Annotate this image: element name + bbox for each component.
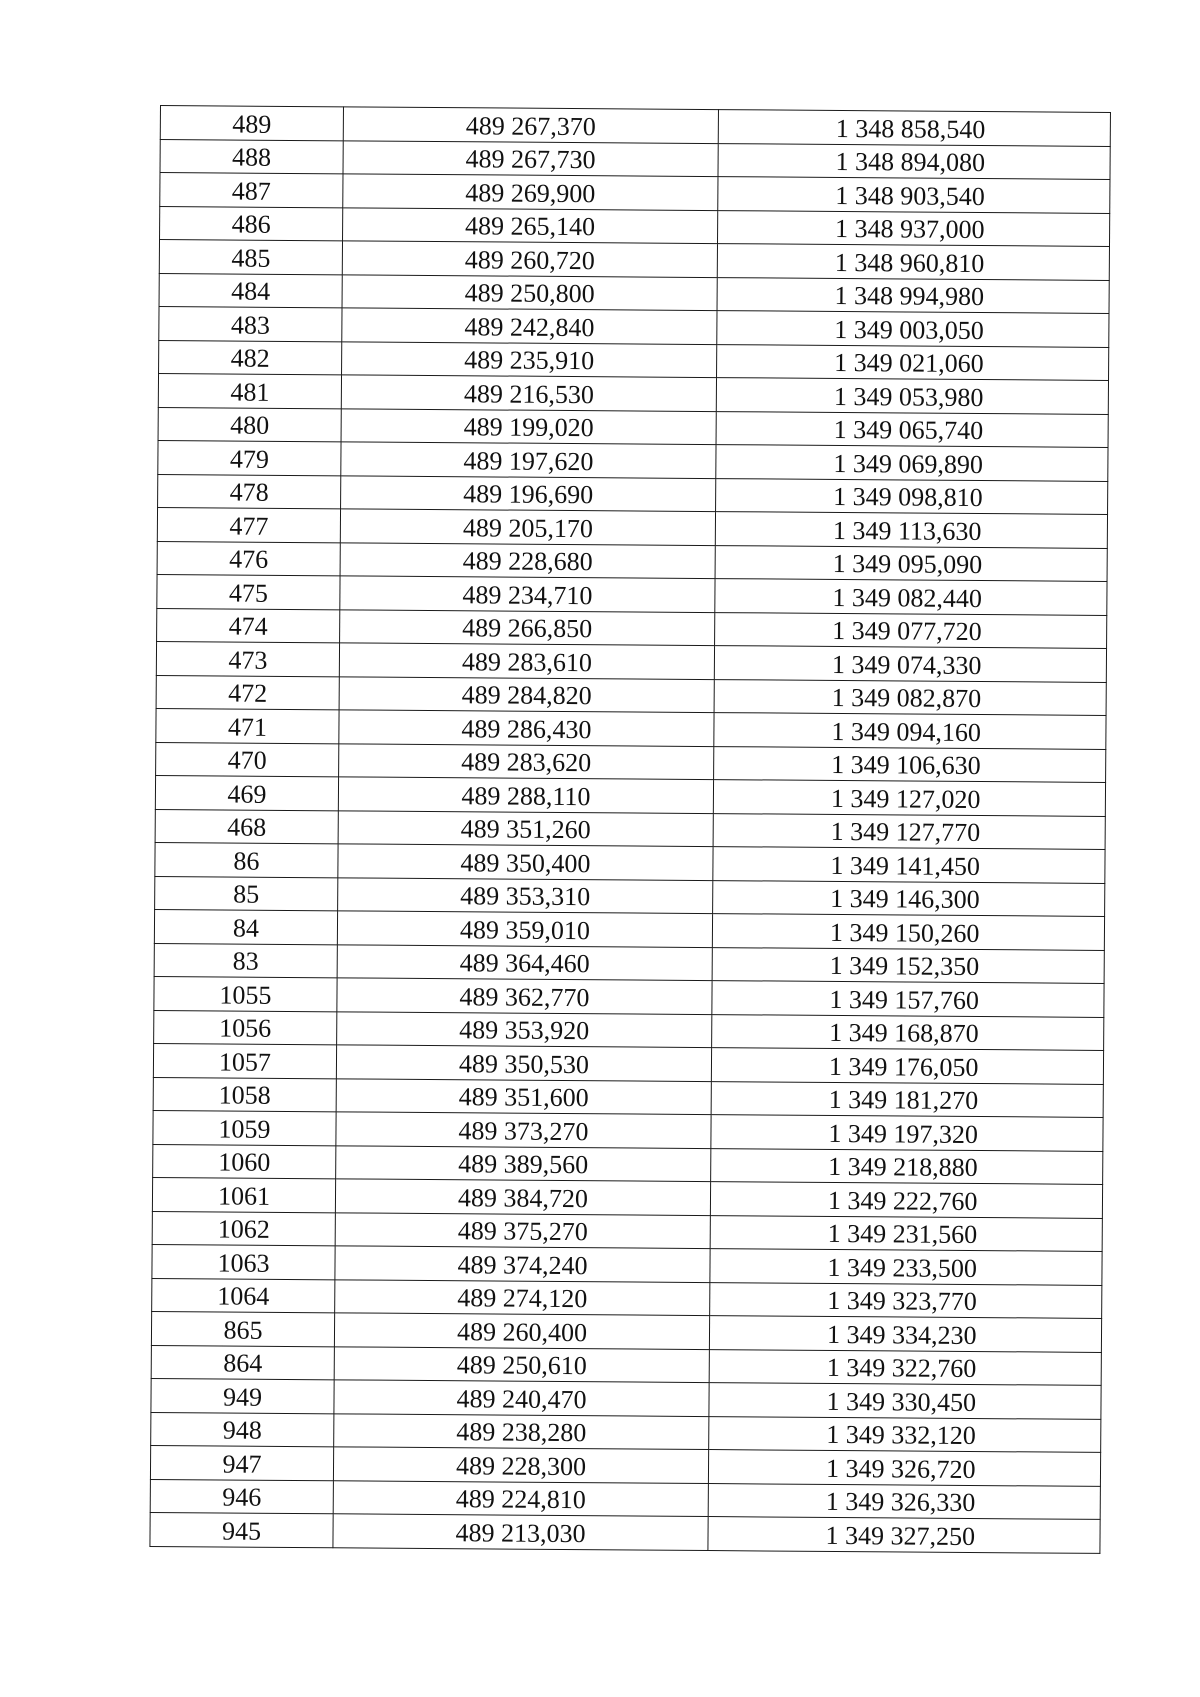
y-coordinate-cell: 1 349 003,050: [717, 311, 1109, 347]
point-number-cell: 1059: [153, 1110, 336, 1145]
point-number-cell: 468: [155, 809, 338, 844]
x-coordinate-cell: 489 265,140: [343, 207, 718, 243]
x-coordinate-cell: 489 374,240: [335, 1246, 710, 1282]
x-coordinate-cell: 489 197,620: [341, 442, 716, 478]
x-coordinate-cell: 489 196,690: [341, 475, 716, 511]
point-number-cell: 947: [150, 1445, 333, 1480]
y-coordinate-cell: 1 349 065,740: [716, 411, 1108, 447]
x-coordinate-cell: 489 260,400: [334, 1313, 709, 1349]
y-coordinate-cell: 1 349 127,770: [713, 813, 1105, 849]
y-coordinate-cell: 1 348 937,000: [717, 210, 1109, 246]
x-coordinate-cell: 489 384,720: [335, 1179, 710, 1215]
coordinates-table-wrapper: [149, 105, 1111, 1553]
point-number-cell: 84: [154, 909, 337, 944]
x-coordinate-cell: 489 235,910: [342, 341, 717, 377]
y-coordinate-cell: 1 349 334,230: [709, 1316, 1101, 1352]
y-coordinate-cell: 1 349 152,350: [712, 947, 1104, 983]
x-coordinate-cell: 489 216,530: [341, 375, 716, 411]
x-coordinate-cell: 489 351,260: [338, 810, 713, 846]
table-row: [150, 1512, 1100, 1552]
y-coordinate-cell: 1 349 326,330: [708, 1483, 1100, 1519]
y-coordinate-cell: 1 349 127,020: [713, 780, 1105, 816]
x-coordinate-cell: 489 250,610: [334, 1346, 709, 1382]
point-number-cell: 477: [157, 507, 340, 542]
point-number-cell: 487: [160, 173, 343, 208]
point-number-cell: 1063: [152, 1244, 335, 1279]
point-number-cell: 85: [155, 876, 338, 911]
x-coordinate-cell: 489 364,460: [337, 944, 712, 980]
x-coordinate-cell: 489 199,020: [341, 408, 716, 444]
x-coordinate-cell: 489 269,900: [343, 174, 718, 210]
y-coordinate-cell: 1 349 218,880: [711, 1148, 1103, 1184]
point-number-cell: 83: [154, 943, 337, 978]
x-coordinate-cell: 489 274,120: [335, 1279, 710, 1315]
point-number-cell: 1064: [152, 1278, 335, 1313]
y-coordinate-cell: 1 349 233,500: [710, 1249, 1102, 1285]
point-number-cell: 475: [157, 574, 340, 609]
y-coordinate-cell: 1 349 021,060: [717, 344, 1109, 380]
x-coordinate-cell: 489 353,310: [338, 877, 713, 913]
coordinates-table-body: [150, 106, 1111, 1553]
y-coordinate-cell: 1 349 323,770: [710, 1282, 1102, 1318]
point-number-cell: 469: [155, 775, 338, 810]
y-coordinate-cell: 1 348 903,540: [718, 177, 1110, 213]
x-coordinate-cell: 489 351,600: [336, 1078, 711, 1114]
point-number-cell: 86: [155, 842, 338, 877]
point-number-cell: 1062: [152, 1211, 335, 1246]
point-number-cell: 481: [158, 373, 341, 408]
point-number-cell: 476: [157, 541, 340, 576]
x-coordinate-cell: 489 205,170: [340, 509, 715, 545]
x-coordinate-cell: 489 267,730: [343, 140, 718, 176]
y-coordinate-cell: 1 348 994,980: [717, 277, 1109, 313]
x-coordinate-cell: 489 228,300: [333, 1447, 708, 1483]
point-number-cell: 946: [150, 1479, 333, 1514]
y-coordinate-cell: 1 349 330,450: [709, 1383, 1101, 1419]
point-number-cell: 1058: [153, 1077, 336, 1112]
point-number-cell: 473: [156, 641, 339, 676]
x-coordinate-cell: 489 283,610: [339, 643, 714, 679]
point-number-cell: 478: [158, 474, 341, 509]
y-coordinate-cell: 1 349 095,090: [715, 545, 1107, 581]
x-coordinate-cell: 489 213,030: [333, 1514, 708, 1550]
point-number-cell: 864: [151, 1345, 334, 1380]
y-coordinate-cell: 1 349 326,720: [708, 1450, 1100, 1486]
point-number-cell: 1056: [154, 1010, 337, 1045]
point-number-cell: 488: [160, 139, 343, 174]
y-coordinate-cell: 1 349 176,050: [711, 1048, 1103, 1084]
y-coordinate-cell: 1 349 106,630: [714, 746, 1106, 782]
y-coordinate-cell: 1 349 327,250: [708, 1517, 1100, 1553]
y-coordinate-cell: 1 349 222,760: [710, 1182, 1102, 1218]
y-coordinate-cell: 1 349 082,870: [714, 679, 1106, 715]
point-number-cell: 1061: [152, 1177, 335, 1212]
point-number-cell: 472: [156, 675, 339, 710]
point-number-cell: 1057: [153, 1043, 336, 1078]
x-coordinate-cell: 489 350,530: [336, 1045, 711, 1081]
y-coordinate-cell: 1 349 181,270: [711, 1081, 1103, 1117]
x-coordinate-cell: 489 350,400: [338, 844, 713, 880]
point-number-cell: 482: [159, 340, 342, 375]
point-number-cell: 479: [158, 440, 341, 475]
y-coordinate-cell: 1 349 069,890: [716, 445, 1108, 481]
y-coordinate-cell: 1 349 231,560: [710, 1215, 1102, 1251]
y-coordinate-cell: 1 349 077,720: [715, 612, 1107, 648]
y-coordinate-cell: 1 349 332,120: [709, 1416, 1101, 1452]
x-coordinate-cell: 489 283,620: [339, 743, 714, 779]
point-number-cell: 1055: [154, 976, 337, 1011]
y-coordinate-cell: 1 349 150,260: [712, 914, 1104, 950]
point-number-cell: 1060: [153, 1144, 336, 1179]
y-coordinate-cell: 1 349 141,450: [713, 847, 1105, 883]
y-coordinate-cell: 1 349 322,760: [709, 1349, 1101, 1385]
x-coordinate-cell: 489 389,560: [336, 1145, 711, 1181]
point-number-cell: 474: [157, 608, 340, 643]
y-coordinate-cell: 1 349 094,160: [714, 713, 1106, 749]
point-number-cell: 949: [151, 1378, 334, 1413]
x-coordinate-cell: 489 228,680: [340, 542, 715, 578]
x-coordinate-cell: 489 260,720: [342, 241, 717, 277]
x-coordinate-cell: 489 266,850: [340, 609, 715, 645]
x-coordinate-cell: 489 373,270: [336, 1112, 711, 1148]
x-coordinate-cell: 489 240,470: [334, 1380, 709, 1416]
point-number-cell: 471: [156, 708, 339, 743]
point-number-cell: 470: [156, 742, 339, 777]
x-coordinate-cell: 489 288,110: [338, 777, 713, 813]
point-number-cell: 483: [159, 306, 342, 341]
x-coordinate-cell: 489 250,800: [342, 274, 717, 310]
point-number-cell: 945: [150, 1512, 333, 1547]
y-coordinate-cell: 1 349 146,300: [713, 880, 1105, 916]
x-coordinate-cell: 489 362,770: [337, 978, 712, 1014]
y-coordinate-cell: 1 349 074,330: [714, 646, 1106, 682]
x-coordinate-cell: 489 284,820: [339, 676, 714, 712]
y-coordinate-cell: 1 349 157,760: [712, 981, 1104, 1017]
coordinates-table: [149, 105, 1111, 1553]
point-number-cell: 948: [151, 1412, 334, 1447]
x-coordinate-cell: 489 234,710: [340, 576, 715, 612]
point-number-cell: 489: [160, 106, 343, 141]
point-number-cell: 486: [160, 206, 343, 241]
point-number-cell: 865: [151, 1311, 334, 1346]
x-coordinate-cell: 489 267,370: [343, 107, 718, 143]
y-coordinate-cell: 1 349 168,870: [712, 1014, 1104, 1050]
x-coordinate-cell: 489 242,840: [342, 308, 717, 344]
y-coordinate-cell: 1 349 082,440: [715, 579, 1107, 615]
x-coordinate-cell: 489 375,270: [335, 1212, 710, 1248]
y-coordinate-cell: 1 349 113,630: [715, 512, 1107, 548]
x-coordinate-cell: 489 238,280: [334, 1413, 709, 1449]
x-coordinate-cell: 489 286,430: [339, 710, 714, 746]
x-coordinate-cell: 489 359,010: [337, 911, 712, 947]
point-number-cell: 484: [159, 273, 342, 308]
x-coordinate-cell: 489 224,810: [333, 1480, 708, 1516]
y-coordinate-cell: 1 348 858,540: [718, 110, 1110, 146]
x-coordinate-cell: 489 353,920: [337, 1011, 712, 1047]
y-coordinate-cell: 1 349 098,810: [716, 478, 1108, 514]
point-number-cell: 480: [158, 407, 341, 442]
y-coordinate-cell: 1 349 197,320: [711, 1115, 1103, 1151]
y-coordinate-cell: 1 349 053,980: [716, 378, 1108, 414]
y-coordinate-cell: 1 348 960,810: [717, 244, 1109, 280]
point-number-cell: 485: [159, 240, 342, 275]
y-coordinate-cell: 1 348 894,080: [718, 143, 1110, 179]
